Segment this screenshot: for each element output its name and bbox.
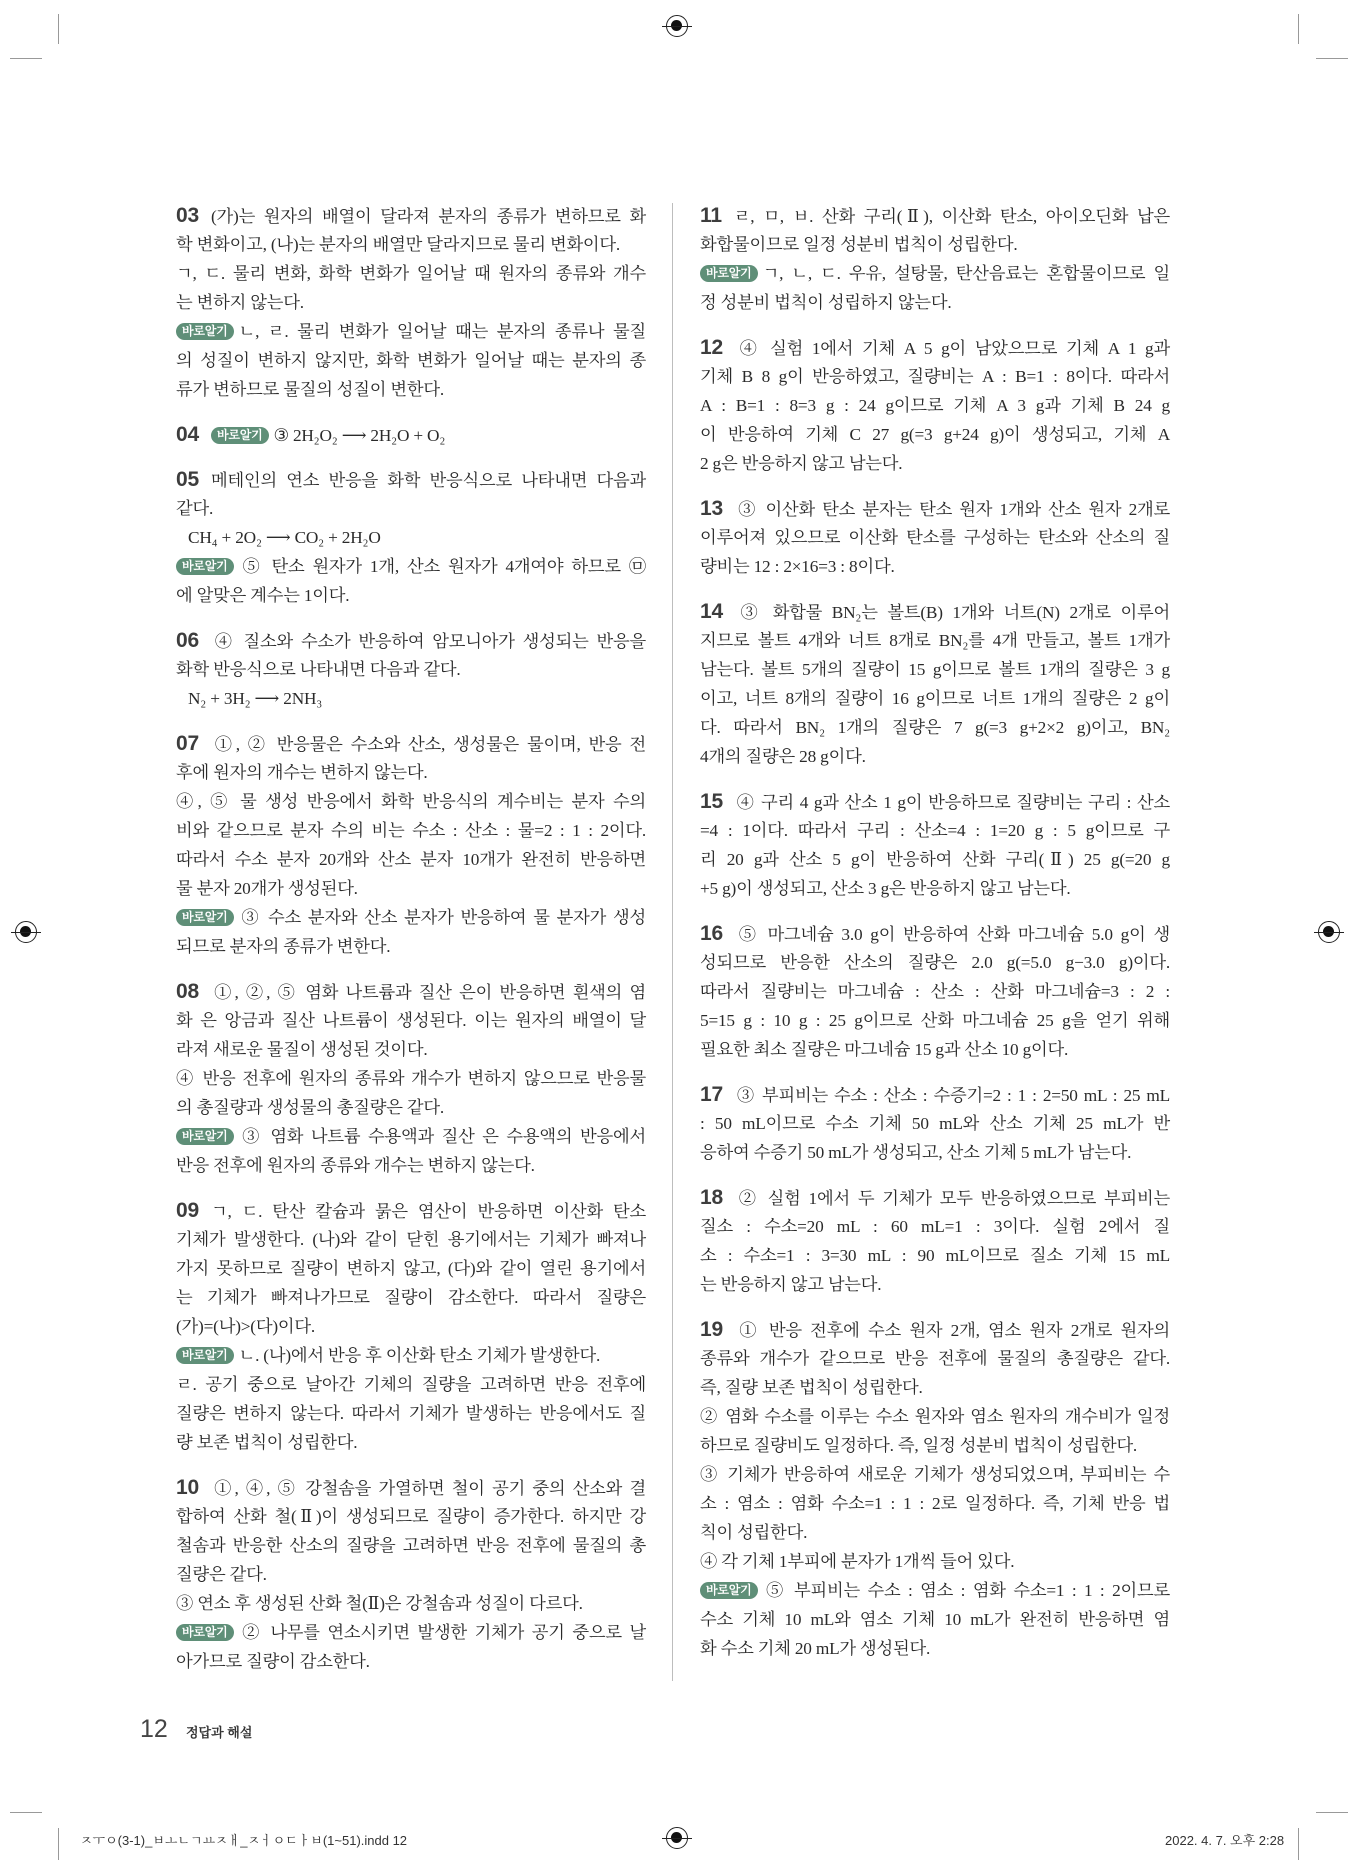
line-text: 메테인의 연소 반응을 화학 반응식으로 나타내면 다음과 bbox=[210, 471, 646, 490]
text-line bbox=[700, 1634, 1170, 1663]
line-text: 5=15 g : 10 g : 25 g이므로 산화 마그네슘 25 g을 얻기 위해 bbox=[700, 1011, 1170, 1030]
line-text: 질소 : 수소=20 mL : 60 mL=1 : 3이다. 실험 2에서 질 bbox=[700, 1217, 1170, 1236]
registration-mark-icon bbox=[15, 921, 37, 943]
answer-item bbox=[176, 1196, 646, 1457]
question-number: 11 bbox=[700, 204, 722, 227]
line-text: 정 성분비 법칙이 성립하지 않는다. bbox=[700, 293, 952, 312]
correction-badge: 바로알기 bbox=[176, 909, 234, 926]
text-line bbox=[700, 713, 1170, 742]
text-line bbox=[700, 1344, 1170, 1373]
text-line bbox=[700, 1431, 1170, 1460]
correction-badge: 바로알기 bbox=[176, 558, 234, 575]
question-number: 09 bbox=[176, 1199, 199, 1222]
line-text: 이 반응하여 기체 C 27 g(=3 g+24 g)이 생성되고, 기체 A bbox=[700, 425, 1170, 444]
line-text: 화학 반응식으로 나타내면 다음과 같다. bbox=[176, 660, 461, 679]
line-text: ④ 각 기체 1부피에 분자가 1개씩 들어 있다. bbox=[700, 1552, 1015, 1571]
line-text: N₂ + 3H₂ ⟶ 2NH₃ bbox=[188, 689, 323, 708]
line-text: 화 수소 기체 20 mL가 생성된다. bbox=[700, 1639, 931, 1658]
line-text: ③ 이산화 탄소 분자는 탄소 원자 1개와 산소 원자 2개로 bbox=[734, 500, 1170, 519]
line-text: 따라서 질량비는 마그네슘 : 산소 : 산화 마그네슘=3 : 2 : bbox=[700, 982, 1170, 1001]
registration-mark-icon bbox=[1318, 921, 1340, 943]
line-text: ㄱ, ㄷ. 물리 변화, 화학 변화가 일어날 때 원자의 종류와 개수 bbox=[176, 264, 646, 283]
text-line bbox=[700, 523, 1170, 552]
line-text: 즉, 질량 보존 법칙이 성립한다. bbox=[700, 1378, 923, 1397]
line-text: 질량은 같다. bbox=[176, 1565, 267, 1584]
column-divider bbox=[672, 203, 673, 1681]
line-text: ④ 반응 전후에 원자의 종류와 개수가 변하지 않으므로 반응물 bbox=[176, 1069, 646, 1088]
line-text: 화합물이므로 일정 성분비 법칙이 성립한다. bbox=[700, 235, 1018, 254]
text-line bbox=[176, 1560, 646, 1589]
answer-item bbox=[176, 729, 646, 961]
question-number: 07 bbox=[176, 732, 199, 755]
answer-item bbox=[700, 333, 1170, 478]
text-line bbox=[176, 1341, 646, 1370]
line-text: 이루어져 있으므로 이산화 탄소를 구성하는 탄소와 산소의 질 bbox=[700, 528, 1170, 547]
line-text: 철솜과 반응한 산소의 질량을 고려하면 반응 전후에 물질의 총 bbox=[176, 1536, 646, 1555]
text-line bbox=[176, 977, 646, 1006]
text-line bbox=[176, 375, 646, 404]
line-text: 질량은 변하지 않는다. 따라서 기체가 발생하는 반응에서도 질 bbox=[176, 1404, 646, 1423]
question-number: 16 bbox=[700, 922, 723, 945]
text-line bbox=[176, 1035, 646, 1064]
text-line bbox=[700, 1270, 1170, 1299]
text-line bbox=[700, 1547, 1170, 1576]
text-line bbox=[700, 1518, 1170, 1547]
text-line bbox=[176, 465, 646, 494]
text-line bbox=[700, 1138, 1170, 1167]
line-text: (가)=(나)>(다)이다. bbox=[176, 1317, 316, 1336]
line-text: 리 20 g과 산소 5 g이 반응하여 산화 구리(Ⅱ) 25 g(=20 g bbox=[700, 850, 1170, 869]
text-line bbox=[176, 1531, 646, 1560]
line-text: 응하여 수증기 50 mL가 생성되고, 산소 기체 5 mL가 남는다. bbox=[700, 1143, 1132, 1162]
text-line bbox=[176, 201, 646, 230]
line-text: ② 실험 1에서 두 기체가 모두 반응하였으므로 부피비는 bbox=[734, 1189, 1170, 1208]
line-text: 의 성질이 변하지 않지만, 화학 변화가 일어날 때는 분자의 종 bbox=[176, 351, 646, 370]
crop-mark bbox=[58, 1828, 59, 1860]
line-text: ㄱ, ㄷ. 탄산 칼슘과 묽은 염산이 반응하면 이산화 탄소 bbox=[210, 1202, 646, 1221]
line-text: ① 반응 전후에 수소 원자 2개, 염소 원자 2개로 원자의 bbox=[734, 1321, 1170, 1340]
text-line bbox=[700, 494, 1170, 523]
correction-badge: 바로알기 bbox=[211, 427, 269, 444]
line-text: 는 변하지 않는다. bbox=[176, 293, 304, 312]
line-text: +5 g)이 생성되고, 산소 3 g은 반응하지 않고 남는다. bbox=[700, 879, 1071, 898]
line-text: 류가 변하므로 물질의 성질이 변한다. bbox=[176, 380, 445, 399]
text-line bbox=[700, 1373, 1170, 1402]
line-text: 수소 기체 10 mL와 염소 기체 10 mL가 완전히 반응하면 염 bbox=[700, 1610, 1170, 1629]
question-number: 17 bbox=[700, 1083, 723, 1106]
correction-badge: 바로알기 bbox=[176, 323, 234, 340]
text-line bbox=[176, 1093, 646, 1122]
text-line bbox=[176, 1502, 646, 1531]
text-line bbox=[176, 317, 646, 346]
line-text: ㄴ, ㄹ. 물리 변화가 일어날 때는 분자의 종류나 물질 bbox=[238, 322, 646, 341]
text-line bbox=[176, 1196, 646, 1225]
question-number: 12 bbox=[700, 336, 723, 359]
answer-item bbox=[176, 465, 646, 610]
line-text: 의 총질량과 생성물의 총질량은 같다. bbox=[176, 1098, 445, 1117]
line-text: 후에 원자의 개수는 변하지 않는다. bbox=[176, 763, 428, 782]
text-line bbox=[700, 420, 1170, 449]
line-text: 2 g은 반응하지 않고 남는다. bbox=[700, 454, 903, 473]
line-text: ①, ④, ⑤ 강철솜을 가열하면 철이 공기 중의 산소와 결 bbox=[210, 1479, 646, 1498]
text-line bbox=[700, 449, 1170, 478]
line-text: 는 기체가 빠져나가므로 질량이 감소한다. 따라서 질량은 bbox=[176, 1288, 646, 1307]
line-text: 되므로 분자의 종류가 변한다. bbox=[176, 937, 391, 956]
line-text: 같다. bbox=[176, 499, 214, 518]
line-text: 남는다. 볼트 5개의 질량이 15 g이므로 볼트 1개의 질량은 3 g bbox=[700, 660, 1170, 679]
text-line bbox=[176, 420, 646, 449]
line-text: ③ 수소 분자와 산소 분자가 반응하여 물 분자가 생성 bbox=[238, 908, 646, 927]
text-line bbox=[700, 742, 1170, 771]
text-line bbox=[176, 845, 646, 874]
text-line bbox=[176, 684, 646, 713]
line-text: ④ 질소와 수소가 반응하여 암모니아가 생성되는 반응을 bbox=[210, 632, 646, 651]
text-line bbox=[700, 230, 1170, 259]
text-line bbox=[700, 1035, 1170, 1064]
text-line bbox=[176, 758, 646, 787]
line-text: 에 알맞은 계수는 1이다. bbox=[176, 586, 350, 605]
correction-badge: 바로알기 bbox=[176, 1624, 234, 1641]
slug-filename: ㅈㅜㅇ(3-1)_ㅂㅗㄴㄱㅛㅈㅐ_ㅈㅓㅇㄷㅏㅂ(1~51).indd 12 bbox=[80, 1833, 408, 1848]
answer-item bbox=[700, 1315, 1170, 1663]
registration-mark-icon bbox=[666, 1827, 688, 1849]
line-text: 물 분자 20개가 생성된다. bbox=[176, 879, 358, 898]
text-line bbox=[176, 1473, 646, 1502]
text-line bbox=[176, 1312, 646, 1341]
line-text: ④, ⑤ 물 생성 반응에서 화학 반응식의 계수비는 분자 수의 bbox=[176, 792, 646, 811]
question-number: 15 bbox=[700, 790, 723, 813]
section-title: 정답과 해설 bbox=[186, 1725, 253, 1740]
text-line bbox=[700, 201, 1170, 230]
line-text: 기체 B 8 g이 반응하였고, 질량비는 A : B=1 : 8이다. 따라서 bbox=[700, 367, 1170, 386]
line-text: 아가므로 질량이 감소한다. bbox=[176, 1652, 370, 1671]
answer-item bbox=[176, 1473, 646, 1676]
text-line bbox=[176, 1589, 646, 1618]
text-line bbox=[700, 1605, 1170, 1634]
line-text: 필요한 최소 질량은 마그네슘 15 g과 산소 10 g이다. bbox=[700, 1040, 1069, 1059]
line-text: ④ 구리 4 g과 산소 1 g이 반응하므로 질량비는 구리 : 산소 bbox=[734, 793, 1170, 812]
text-line bbox=[700, 1315, 1170, 1344]
text-line bbox=[176, 1122, 646, 1151]
line-text: 학 변화이고, (나)는 분자의 배열만 달라지므로 물리 변화이다. bbox=[176, 235, 621, 254]
question-number: 14 bbox=[700, 600, 723, 623]
line-text: ㄱ, ㄴ, ㄷ. 우유, 설탕물, 탄산음료는 혼합물이므로 일 bbox=[762, 264, 1170, 283]
line-text: ㄹ. 공기 중으로 날아간 기체의 질량을 고려하면 반응 전후에 bbox=[176, 1375, 646, 1394]
line-text: ⑤ 탄소 원자가 1개, 산소 원자가 4개여야 하므로 ㉤ bbox=[238, 557, 646, 576]
line-text: 는 반응하지 않고 남는다. bbox=[700, 1275, 882, 1294]
text-line bbox=[700, 1006, 1170, 1035]
line-text: ② 염화 수소를 이루는 수소 원자와 염소 원자의 개수비가 일정 bbox=[700, 1407, 1170, 1426]
line-text: ①, ② 반응물은 수소와 산소, 생성물은 물이며, 반응 전 bbox=[210, 735, 646, 754]
text-line bbox=[176, 552, 646, 581]
text-line bbox=[176, 787, 646, 816]
text-line bbox=[700, 977, 1170, 1006]
question-number: 04 bbox=[176, 423, 199, 446]
line-text: ㄴ. (나)에서 반응 후 이산화 탄소 기체가 발생한다. bbox=[238, 1346, 601, 1365]
text-line bbox=[700, 1460, 1170, 1489]
text-line bbox=[700, 1080, 1170, 1109]
text-line bbox=[176, 1618, 646, 1647]
text-line bbox=[700, 845, 1170, 874]
text-line bbox=[700, 1241, 1170, 1270]
text-line bbox=[700, 684, 1170, 713]
text-line bbox=[176, 346, 646, 375]
text-line bbox=[176, 1428, 646, 1457]
question-number: 06 bbox=[176, 629, 199, 652]
line-text: ③ 염화 나트륨 수용액과 질산 은 수용액의 반응에서 bbox=[238, 1127, 646, 1146]
text-line bbox=[176, 1006, 646, 1035]
answer-item bbox=[176, 977, 646, 1180]
question-number: 19 bbox=[700, 1318, 723, 1341]
line-text: 기체가 발생한다. (나)와 같이 닫힌 용기에서는 기체가 빠져나 bbox=[176, 1230, 646, 1249]
answer-item bbox=[700, 597, 1170, 771]
line-text: A : B=1 : 8=3 g : 24 g이므로 기체 A 3 g과 기체 B 24 g bbox=[700, 396, 1170, 415]
registration-mark-icon bbox=[666, 15, 688, 37]
line-text: 비와 같으므로 분자 수의 비는 수소 : 산소 : 물=2 : 1 : 2이다. bbox=[176, 821, 646, 840]
line-text: ㄹ, ㅁ, ㅂ. 산화 구리(Ⅱ), 이산화 탄소, 아이오딘화 납은 bbox=[733, 207, 1170, 226]
line-text: ③ 2H₂O₂ ⟶ 2H₂O + O₂ bbox=[273, 426, 446, 445]
question-number: 03 bbox=[176, 204, 199, 227]
text-line bbox=[700, 787, 1170, 816]
line-text: ③ 화합물 BN₂는 볼트(B) 1개와 너트(N) 2개로 이루어 bbox=[734, 603, 1170, 622]
line-text: ② 나무를 연소시키면 발생한 기체가 공기 중으로 날 bbox=[238, 1623, 646, 1642]
answer-item bbox=[176, 626, 646, 713]
question-number: 18 bbox=[700, 1186, 723, 1209]
text-line bbox=[700, 1212, 1170, 1241]
text-line bbox=[176, 230, 646, 259]
text-line bbox=[700, 1576, 1170, 1605]
text-line bbox=[176, 655, 646, 684]
text-line bbox=[176, 288, 646, 317]
text-line bbox=[700, 333, 1170, 362]
slug-timestamp: 2022. 4. 7. 오후 2:28 bbox=[1165, 1833, 1285, 1848]
line-text: 량비는 12 : 2×16=3 : 8이다. bbox=[700, 557, 895, 576]
line-text: ④ 실험 1에서 기체 A 5 g이 남았으므로 기체 A 1 g과 bbox=[734, 339, 1170, 358]
line-text: 이고, 너트 8개의 질량이 16 g이므로 너트 1개의 질량은 2 g이 bbox=[700, 689, 1170, 708]
question-number: 05 bbox=[176, 468, 199, 491]
text-line bbox=[700, 816, 1170, 845]
text-line bbox=[700, 1183, 1170, 1212]
text-line bbox=[176, 1151, 646, 1180]
text-line bbox=[176, 494, 646, 523]
text-line bbox=[700, 948, 1170, 977]
text-line bbox=[176, 1647, 646, 1676]
line-text: 화 은 앙금과 질산 나트륨이 생성된다. 이는 원자의 배열이 달 bbox=[176, 1011, 646, 1030]
line-text: ①, ②, ⑤ 염화 나트륨과 질산 은이 반응하면 흰색의 염 bbox=[210, 983, 646, 1002]
text-line bbox=[700, 874, 1170, 903]
line-text: 반응 전후에 원자의 종류와 개수는 변하지 않는다. bbox=[176, 1156, 535, 1175]
crop-mark bbox=[1316, 1812, 1348, 1813]
crop-mark bbox=[1298, 14, 1299, 44]
line-text: 가지 못하므로 질량이 변하지 않고, (다)와 같이 열린 용기에서 bbox=[176, 1259, 646, 1278]
line-text: CH₄ + 2O₂ ⟶ CO₂ + 2H₂O bbox=[188, 528, 381, 547]
line-text: 라져 새로운 물질이 생성된 것이다. bbox=[176, 1040, 428, 1059]
text-line bbox=[700, 1489, 1170, 1518]
line-text: (가)는 원자의 배열이 달라져 분자의 종류가 변하므로 화 bbox=[210, 207, 646, 226]
text-line bbox=[700, 259, 1170, 288]
line-text: 성되므로 반응한 산소의 질량은 2.0 g(=5.0 g−3.0 g)이다. bbox=[700, 953, 1170, 972]
answer-item bbox=[700, 919, 1170, 1064]
correction-badge: 바로알기 bbox=[700, 1582, 758, 1599]
line-text: ③ 부피비는 수소 : 산소 : 수증기=2 : 1 : 2=50 mL : 25 mL bbox=[734, 1086, 1170, 1105]
text-line bbox=[700, 391, 1170, 420]
text-line bbox=[176, 729, 646, 758]
answer-item bbox=[700, 494, 1170, 581]
line-text: 소 : 염소 : 염화 수소=1 : 1 : 2로 일정하다. 즉, 기체 반응 법 bbox=[700, 1494, 1170, 1513]
text-line bbox=[700, 597, 1170, 626]
text-line bbox=[176, 903, 646, 932]
answer-item bbox=[700, 787, 1170, 903]
question-number: 13 bbox=[700, 497, 723, 520]
line-text: 다. 따라서 BN₂ 1개의 질량은 7 g(=3 g+2×2 g)이고, BN₂ bbox=[700, 718, 1170, 737]
line-text: : 50 mL이므로 수소 기체 50 mL와 산소 기체 25 mL가 반 bbox=[700, 1114, 1170, 1133]
crop-mark bbox=[10, 58, 42, 59]
line-text: =4 : 1이다. 따라서 구리 : 산소=4 : 1=20 g : 5 g이므로 구 bbox=[700, 821, 1170, 840]
text-line bbox=[700, 552, 1170, 581]
crop-mark bbox=[58, 14, 59, 44]
text-line bbox=[700, 655, 1170, 684]
line-text: 4개의 질량은 28 g이다. bbox=[700, 747, 866, 766]
answer-item bbox=[700, 201, 1170, 317]
question-number: 10 bbox=[176, 1476, 199, 1499]
text-line bbox=[176, 932, 646, 961]
text-line bbox=[176, 259, 646, 288]
answer-item bbox=[700, 1183, 1170, 1299]
text-line bbox=[700, 1402, 1170, 1431]
text-line bbox=[176, 1283, 646, 1312]
answer-item bbox=[700, 1080, 1170, 1167]
crop-mark bbox=[10, 1812, 42, 1813]
text-line bbox=[176, 1064, 646, 1093]
line-text: 칙이 성립한다. bbox=[700, 1523, 808, 1542]
left-column bbox=[176, 201, 646, 1692]
line-text: 합하여 산화 철(Ⅱ)이 생성되므로 질량이 증가한다. 하지만 강 bbox=[176, 1507, 646, 1526]
text-line bbox=[700, 626, 1170, 655]
text-line bbox=[176, 581, 646, 610]
line-text: 소 : 수소=1 : 3=30 mL : 90 mL이므로 질소 기체 15 mL bbox=[700, 1246, 1170, 1265]
text-line bbox=[176, 1370, 646, 1399]
text-line bbox=[700, 1109, 1170, 1138]
text-line bbox=[700, 919, 1170, 948]
answer-item bbox=[176, 201, 646, 404]
line-text: 하므로 질량비도 일정하다. 즉, 일정 성분비 법칙이 성립한다. bbox=[700, 1436, 1138, 1455]
line-text: ③ 연소 후 생성된 산화 철(Ⅱ)은 강철솜과 성질이 다르다. bbox=[176, 1594, 583, 1613]
line-text: 종류와 개수가 같으므로 반응 전후에 물질의 총질량은 같다. bbox=[700, 1349, 1170, 1368]
right-column bbox=[700, 201, 1170, 1679]
line-text: ⑤ 마그네슘 3.0 g이 반응하여 산화 마그네슘 5.0 g이 생 bbox=[734, 925, 1170, 944]
crop-mark bbox=[1298, 1828, 1299, 1860]
text-line bbox=[700, 362, 1170, 391]
line-text: 량 보존 법칙이 성립한다. bbox=[176, 1433, 358, 1452]
correction-badge: 바로알기 bbox=[176, 1128, 234, 1145]
correction-badge: 바로알기 bbox=[700, 265, 758, 282]
text-line bbox=[176, 1254, 646, 1283]
text-line bbox=[176, 816, 646, 845]
page-number: 12 bbox=[140, 1715, 168, 1743]
line-text: ③ 기체가 반응하여 새로운 기체가 생성되었으며, 부피비는 수 bbox=[700, 1465, 1170, 1484]
text-line bbox=[176, 626, 646, 655]
answer-item bbox=[176, 420, 646, 449]
question-number: 08 bbox=[176, 980, 199, 1003]
text-line bbox=[176, 1399, 646, 1428]
crop-mark bbox=[1316, 58, 1348, 59]
line-text: 따라서 수소 분자 20개와 산소 분자 10개가 완전히 반응하면 bbox=[176, 850, 646, 869]
text-line bbox=[176, 1225, 646, 1254]
text-line bbox=[176, 874, 646, 903]
line-text: ⑤ 부피비는 수소 : 염소 : 염화 수소=1 : 1 : 2이므로 bbox=[762, 1581, 1170, 1600]
text-line bbox=[700, 288, 1170, 317]
line-text: 지므로 볼트 4개와 너트 8개로 BN₂를 4개 만들고, 볼트 1개가 bbox=[700, 631, 1170, 650]
correction-badge: 바로알기 bbox=[176, 1347, 234, 1364]
text-line bbox=[176, 523, 646, 552]
